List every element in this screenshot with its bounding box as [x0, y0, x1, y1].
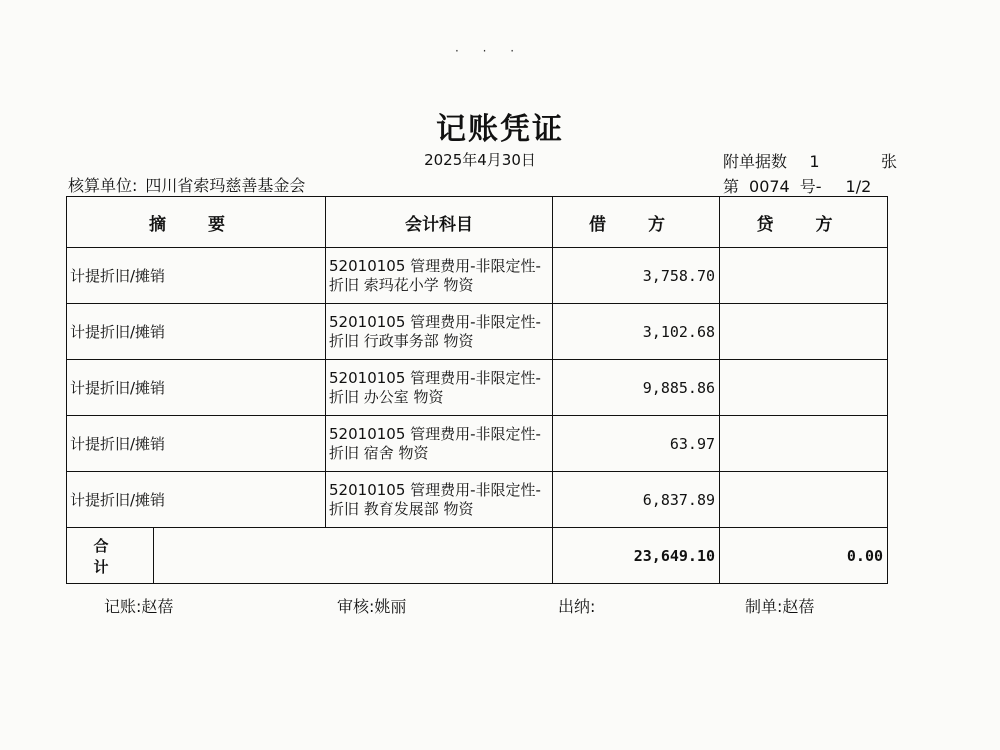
row-debit: 63.97 [553, 416, 720, 472]
table-row [67, 360, 888, 416]
subject-line-1: 52010105 管理费用-非限定性- [329, 480, 541, 499]
row-credit [720, 416, 888, 472]
cashier-signature [558, 594, 595, 617]
bookkeeper-signature [104, 594, 173, 617]
subject-line-1: 52010105 管理费用-非限定性- [329, 368, 541, 387]
row-credit [720, 472, 888, 528]
total-label: 合 计 [67, 528, 154, 584]
total-row [67, 528, 888, 584]
voucher-page-no: 1/2 [845, 177, 872, 196]
subject-line-1: 52010105 管理费用-非限定性- [329, 424, 541, 443]
subject-line-2: 折旧 宿舍 物资 [329, 443, 429, 462]
subject-line-1: 52010105 管理费用-非限定性- [329, 312, 541, 331]
total-credit: 0.00 [720, 528, 888, 584]
header-debit: 借 方 [553, 197, 720, 248]
table-row [67, 472, 888, 528]
attachments-number: 1 [809, 152, 820, 171]
table-header-row [67, 197, 888, 248]
row-subject [326, 416, 553, 472]
row-subject [326, 304, 553, 360]
subject-line-2: 折旧 教育发展部 物资 [329, 499, 474, 518]
subject-line-1: 52010105 管理费用-非限定性- [329, 256, 541, 275]
attachments-count [723, 149, 897, 172]
row-debit: 9,885.86 [553, 360, 720, 416]
reviewer-signature [337, 594, 406, 617]
row-summary: 计提折旧/摊销 [67, 248, 326, 304]
row-summary: 计提折旧/摊销 [67, 416, 326, 472]
header-credit: 贷 方 [720, 197, 888, 248]
voucher-date: 2025年4月30日 [424, 151, 536, 169]
bookkeeper-label: 记账: [104, 597, 142, 616]
row-summary: 计提折旧/摊销 [67, 304, 326, 360]
total-debit: 23,649.10 [553, 528, 720, 584]
row-credit [720, 248, 888, 304]
row-subject [326, 472, 553, 528]
reviewer-name: 姚丽 [374, 597, 407, 616]
row-subject [326, 248, 553, 304]
voucher-table [66, 196, 888, 584]
preparer-label: 制单: [745, 597, 783, 616]
row-debit: 3,102.68 [553, 304, 720, 360]
subject-line-2: 折旧 索玛花小学 物资 [329, 275, 474, 294]
row-credit [720, 360, 888, 416]
accounting-unit [68, 173, 305, 196]
accounting-unit-value: 四川省索玛慈善基金会 [145, 176, 306, 195]
scan-marks: · · · [455, 44, 525, 58]
bookkeeper-name: 赵蓓 [141, 597, 174, 616]
header-subject: 会计科目 [326, 197, 553, 248]
cashier-label: 出纳: [558, 597, 596, 616]
row-credit [720, 304, 888, 360]
attachments-unit: 张 [881, 152, 898, 171]
reviewer-label: 审核: [337, 597, 375, 616]
voucher-title: 记账凭证 [436, 112, 564, 147]
accounting-unit-label: 核算单位: [68, 176, 138, 195]
attachments-label: 附单据数 [723, 152, 788, 171]
voucher-no: 0074 [749, 177, 790, 196]
table-row [67, 248, 888, 304]
subject-line-2: 折旧 办公室 物资 [329, 387, 444, 406]
row-debit: 3,758.70 [553, 248, 720, 304]
table-row [67, 416, 888, 472]
preparer-name: 赵蓓 [782, 597, 815, 616]
row-debit: 6,837.89 [553, 472, 720, 528]
table-row [67, 304, 888, 360]
voucher-number [723, 174, 871, 197]
header-summary: 摘 要 [67, 197, 326, 248]
row-summary: 计提折旧/摊销 [67, 472, 326, 528]
total-blank-cell [154, 528, 553, 584]
voucher-suffix: 号- [799, 177, 822, 196]
row-summary: 计提折旧/摊销 [67, 360, 326, 416]
preparer-signature [745, 594, 814, 617]
subject-line-2: 折旧 行政事务部 物资 [329, 331, 474, 350]
voucher-prefix: 第 [723, 177, 740, 196]
row-subject [326, 360, 553, 416]
